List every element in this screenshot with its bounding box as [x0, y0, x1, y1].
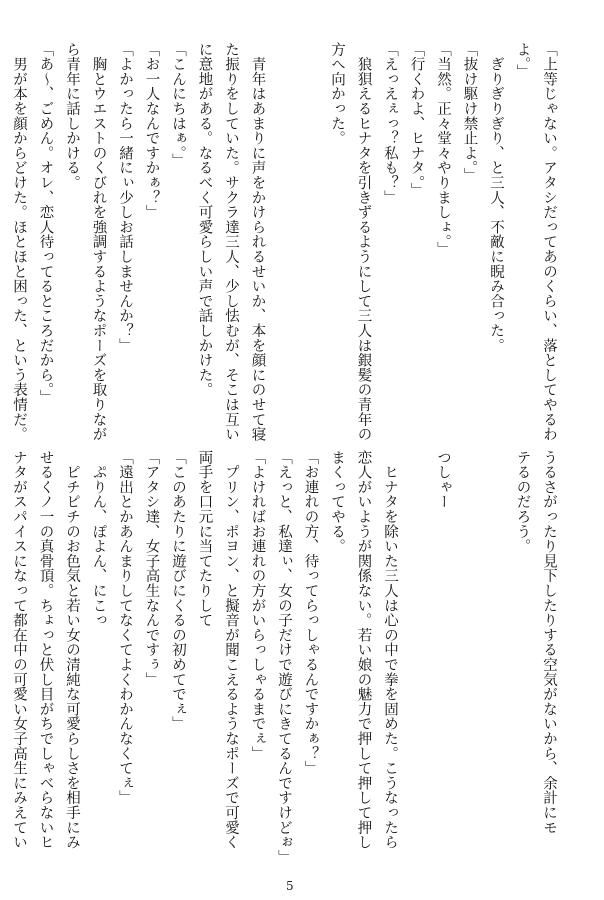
text-line: プリン、ポヨン、と擬音が聞こえるようなポーズで可愛く	[223, 450, 239, 850]
text-line: 狼狽えるヒナタを引きずるようにして三人は銀髪の青年の	[355, 42, 372, 442]
text-line: つしゃー	[435, 450, 451, 510]
text-line: 「あ～、ごめん。オレ、恋人待ってるところだから。」	[37, 42, 54, 405]
text-line: 「よければお連れの方がいらっしゃるまでぇ」	[249, 450, 266, 761]
lower-text-block	[2, 450, 562, 865]
text-line: まくってやる。	[329, 450, 345, 554]
text-line	[403, 450, 430, 850]
text-line: 胸とウエストのくびれを強調するようなポーズを取りなが	[90, 42, 107, 442]
text-line: 青年はあまりに声をかけられるせいか、本を顔にのせて寝	[249, 42, 266, 442]
text-line: 両手を口元に当てたりして	[196, 450, 213, 628]
text-line: 恋人がいようが関係ない。若い娘の魅力で押して押して押し	[355, 450, 372, 850]
text-line: ナタがスパイスになって都在中の可愛い女子高生にみえてい	[11, 450, 27, 850]
text-line: ぷりん、ぽよん、にこっ	[90, 450, 107, 628]
text-line: 「こんにちはぁ。」	[170, 42, 186, 168]
text-line: 「このあたりに遊びにくるの初めてでぇ」	[170, 450, 186, 732]
text-line: 「えっと、私達ぃ、女の子だけで遊びにきてるんですけどぉ」	[276, 450, 292, 865]
text-line: ヒナタを除いた三人は心の中で拳を固めた。こうなったら	[382, 450, 398, 850]
text-line: 男が本を顔からどけた。ほとほと困った、という表情だ。	[11, 42, 27, 442]
text-line: 「抜け駆け禁止よ。」	[461, 42, 478, 183]
text-line: た振りをしていた。サクラ達三人、少し怯むが、そこは互い	[223, 42, 239, 442]
text-line: に意地がある。なるべく可愛らしい声で話しかけた。	[196, 42, 213, 398]
text-line: 「当然。正々堂々やりましょ。」	[435, 42, 451, 257]
text-line	[271, 42, 298, 422]
text-line: 「アタシ達、女子高生なんですぅ」	[143, 450, 160, 687]
text-line	[297, 42, 324, 422]
text-line	[483, 450, 510, 850]
text-line: テるのだろう。	[514, 450, 531, 554]
text-line: ピチピチのお色気と若い女の清純な可愛らしさを相手にみ	[64, 450, 80, 850]
text-line	[456, 450, 483, 850]
text-line: よ。」	[514, 42, 531, 80]
text-line: 「お一人なんですかぁ？」	[143, 42, 160, 220]
text-line: ら青年に話しかける。	[64, 42, 80, 190]
text-line	[0, 450, 6, 850]
text-line	[0, 42, 6, 422]
text-line: 「遠出とかあんまりしてなくてよくわかんなくてぇ」	[117, 450, 133, 806]
upper-text-block	[2, 42, 562, 442]
text-line: 「行くわよ、ヒナタ。」	[408, 42, 425, 198]
text-line: 「えっえぇっ？私も？」	[382, 42, 398, 205]
text-line: 方へ向かった。	[329, 42, 345, 146]
text-line: ぎりぎりぎり、と三人、不敵に睨み合った。	[488, 42, 504, 353]
text-line: うるさがったり見下したりする空気がないから、余計にモ	[541, 450, 557, 835]
text-line: 「よかったら一緒にぃ少しお話しませんか？」	[117, 42, 133, 353]
text-line: せるくノ一の真骨頂。ちょっと伏し目がちでしゃべらないヒ	[37, 450, 54, 850]
text-line: 「上等じゃない。アタシだってあのくらい、落としてやるわ	[541, 42, 557, 442]
page-number: 5	[286, 879, 294, 893]
text-line: 「お連れの方、待ってらっしゃるんですかぁ？」	[302, 450, 319, 776]
